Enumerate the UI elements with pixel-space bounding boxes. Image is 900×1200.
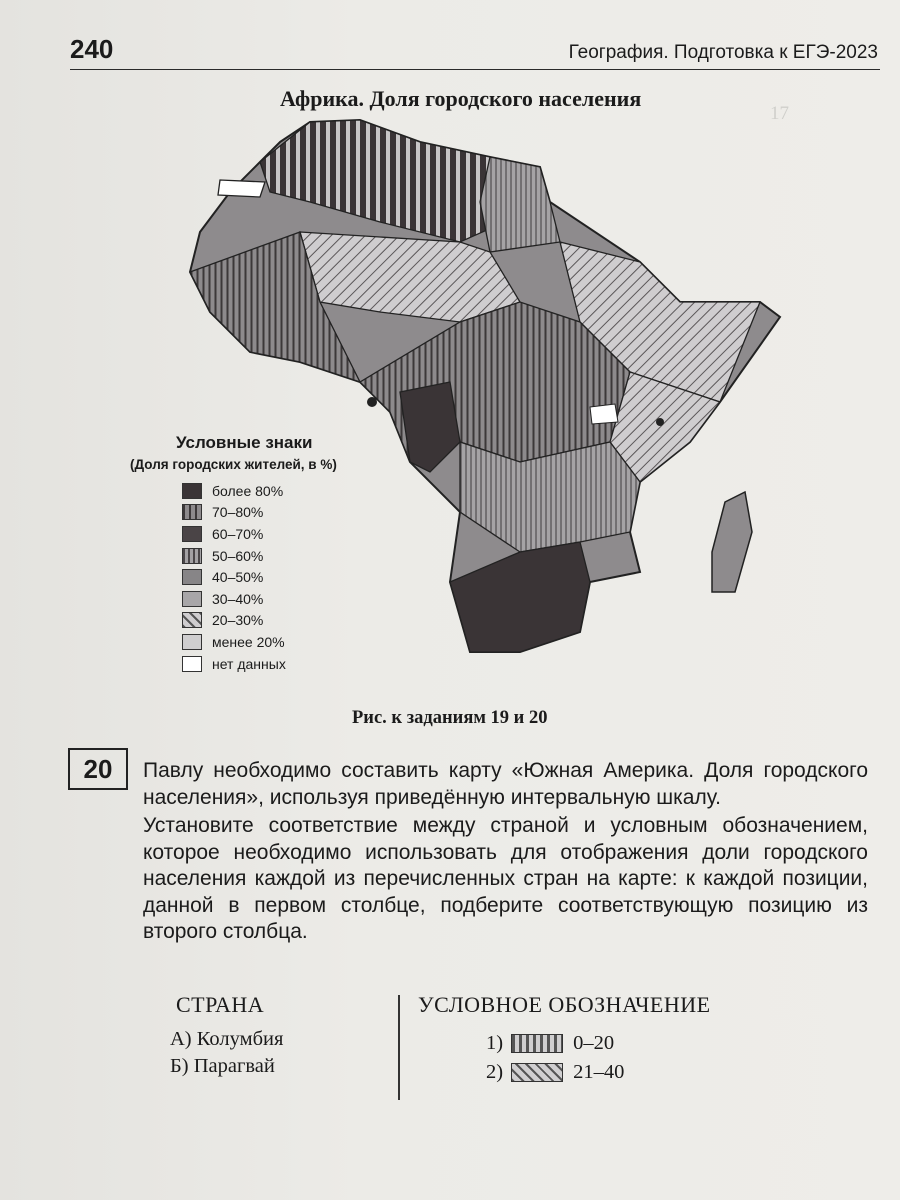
vertical-hatch-swatch	[511, 1034, 563, 1053]
legend-item	[182, 588, 410, 610]
legend-swatch	[182, 656, 202, 672]
running-title: География. Подготовка к ЕГЭ-2023	[568, 42, 878, 63]
legend-swatch	[182, 591, 202, 607]
region-madagascar	[712, 492, 752, 592]
legend-label: менее 20%	[212, 633, 285, 650]
column-divider	[398, 995, 400, 1100]
option-number: 2)	[486, 1061, 504, 1083]
legend-title: Условные знаки	[176, 433, 313, 452]
figure-caption: Рис. к заданиям 19 и 20	[352, 708, 548, 728]
legend-label: 30–40%	[212, 590, 264, 607]
legend-label: 70–80%	[212, 504, 264, 521]
page-header	[70, 34, 880, 70]
country-column-header: СТРАНА	[176, 992, 265, 1017]
legend-label: 20–30%	[212, 612, 264, 629]
legend-label: 50–60%	[212, 547, 264, 564]
option-item	[486, 1061, 624, 1084]
legend-swatch	[182, 526, 202, 542]
option-range: 0–20	[573, 1032, 615, 1054]
task-paragraph-2: Установите соответствие между страной и условным обозначением, которое необходимо использовать для отображения доли городского населения каждой из перечисленных стран на карте: к каждой позиции, данной в первом столбце, подберите соответствующую позицию из второго столбца.	[143, 814, 868, 943]
legend-item	[182, 653, 410, 675]
legend-items	[182, 480, 410, 674]
legend-item	[182, 480, 410, 502]
map-title: Африка. Доля городского населения	[280, 86, 642, 111]
legend-column-header: УСЛОВНОЕ ОБОЗНАЧЕНИЕ	[418, 992, 711, 1017]
legend-item	[182, 631, 410, 653]
lake-victoria	[590, 404, 618, 424]
legend-label: более 80%	[212, 482, 284, 499]
page-number: 240	[70, 34, 114, 64]
legend-swatch	[182, 504, 202, 520]
legend-label: 60–70%	[212, 525, 264, 542]
option-number: 1)	[486, 1032, 504, 1054]
legend-label: 40–50%	[212, 569, 264, 586]
legend-label: нет данных	[212, 655, 286, 672]
legend-swatch	[182, 634, 202, 650]
legend-swatch	[182, 569, 202, 585]
legend-item	[182, 523, 410, 545]
diagonal-hatch-swatch	[511, 1063, 563, 1082]
legend-subtitle: (Доля городских жителей, в %)	[130, 457, 337, 472]
option-range: 21–40	[573, 1061, 625, 1083]
legend-swatch	[182, 483, 202, 499]
island-marker	[656, 418, 664, 426]
legend-swatch	[182, 612, 202, 628]
legend-item	[182, 566, 410, 588]
option-item	[486, 1032, 614, 1055]
legend	[130, 433, 410, 674]
task-number: 20	[68, 748, 128, 790]
legend-item	[182, 545, 410, 567]
legend-item	[182, 610, 410, 632]
bleed-through: 17	[770, 103, 789, 124]
region-egypt	[480, 157, 560, 252]
legend-swatch	[182, 548, 202, 564]
country-item: Б) Парагвай	[170, 1055, 275, 1077]
task-paragraph-1: Павлу необходимо составить карту «Южная Америка. Доля городского населения», используя приведённую интервальную шкалу.	[143, 759, 868, 809]
task-text	[143, 758, 868, 946]
legend-item	[182, 502, 410, 524]
region-no-data	[218, 180, 265, 197]
island-marker	[367, 397, 377, 407]
country-item: А) Колумбия	[170, 1028, 284, 1050]
